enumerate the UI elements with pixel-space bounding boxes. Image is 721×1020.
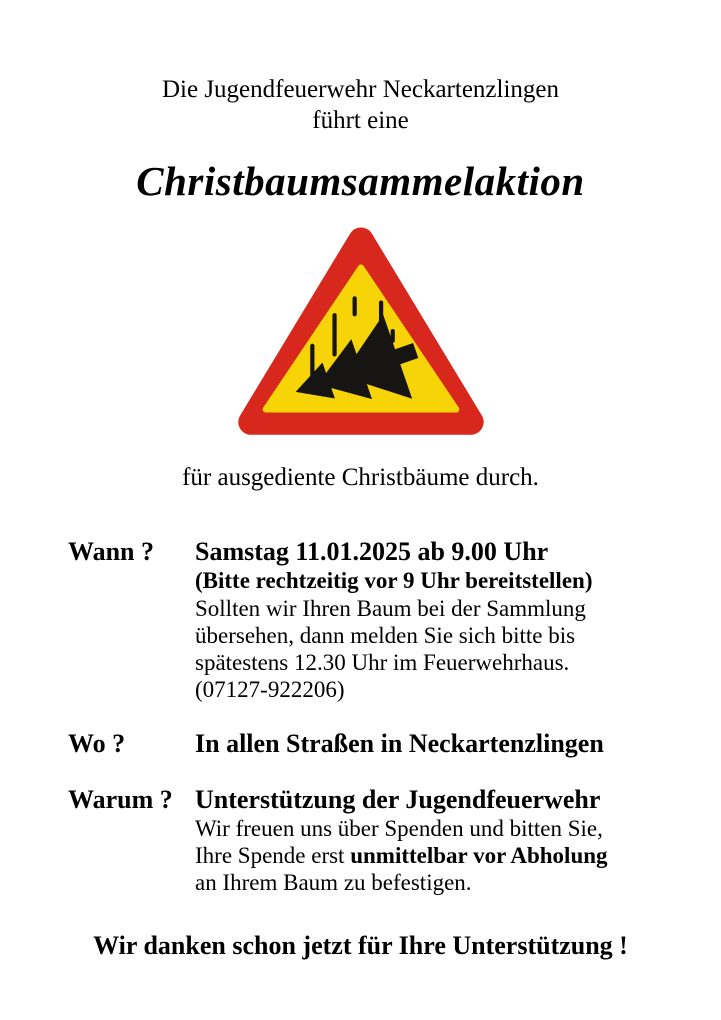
- page-title: Christbaumsammelaktion: [136, 158, 585, 204]
- warum-body-line2-bold: unmittelbar vor Abholung: [350, 843, 608, 868]
- section-label-warum: Warum ?: [68, 785, 173, 814]
- warum-body-line: an Ihrem Baum zu befestigen.: [195, 870, 472, 895]
- header: [0, 0, 721, 136]
- footer-thanks: Wir danken schon jetzt für Ihre Unterstützung !: [93, 931, 628, 960]
- wann-subheading: (Bitte rechtzeitig vor 9 Uhr bereitstellen): [195, 568, 593, 593]
- section-label-wo: Wo ?: [68, 729, 126, 758]
- wann-body-line: übersehen, dann melden Sie sich bitte bis: [195, 623, 576, 648]
- section-content-wann: [195, 537, 685, 703]
- warum-body: [195, 815, 685, 896]
- section-content-warum: [195, 785, 685, 896]
- wann-body-line: spätestens 12.30 Uhr im Feuerwehrhaus.: [195, 650, 570, 675]
- qa-sections: [0, 537, 721, 896]
- wann-body-line: (07127-922206): [195, 677, 345, 702]
- warum-heading: Unterstützung der Jugendfeuerwehr: [195, 785, 601, 814]
- subtitle: für ausgediente Christbäume durch.: [182, 464, 539, 491]
- wann-body: [195, 595, 685, 703]
- warum-body-line2-prefix: Ihre Spende erst: [195, 843, 351, 868]
- section-wann: [68, 537, 685, 703]
- warum-body-line: Wir freuen uns über Spenden und bitten Sie,: [195, 816, 603, 841]
- header-line-2: führt eine: [312, 107, 409, 134]
- warning-sign: [0, 219, 721, 439]
- falling-christmas-tree-warning-icon: [234, 219, 488, 439]
- wo-heading: In allen Straßen in Neckartenzlingen: [195, 729, 604, 758]
- section-wo: [68, 729, 685, 759]
- header-line-1: Die Jugendfeuerwehr Neckartenzlingen: [161, 76, 560, 103]
- wann-heading: Samstag 11.01.2025 ab 9.00 Uhr: [195, 537, 549, 566]
- wann-body-line: Sollten wir Ihren Baum bei der Sammlung: [195, 596, 586, 621]
- warum-body-line: [195, 842, 685, 869]
- section-content-wo: [195, 729, 685, 759]
- section-warum: [68, 785, 685, 896]
- section-label-wann: Wann ?: [68, 537, 154, 566]
